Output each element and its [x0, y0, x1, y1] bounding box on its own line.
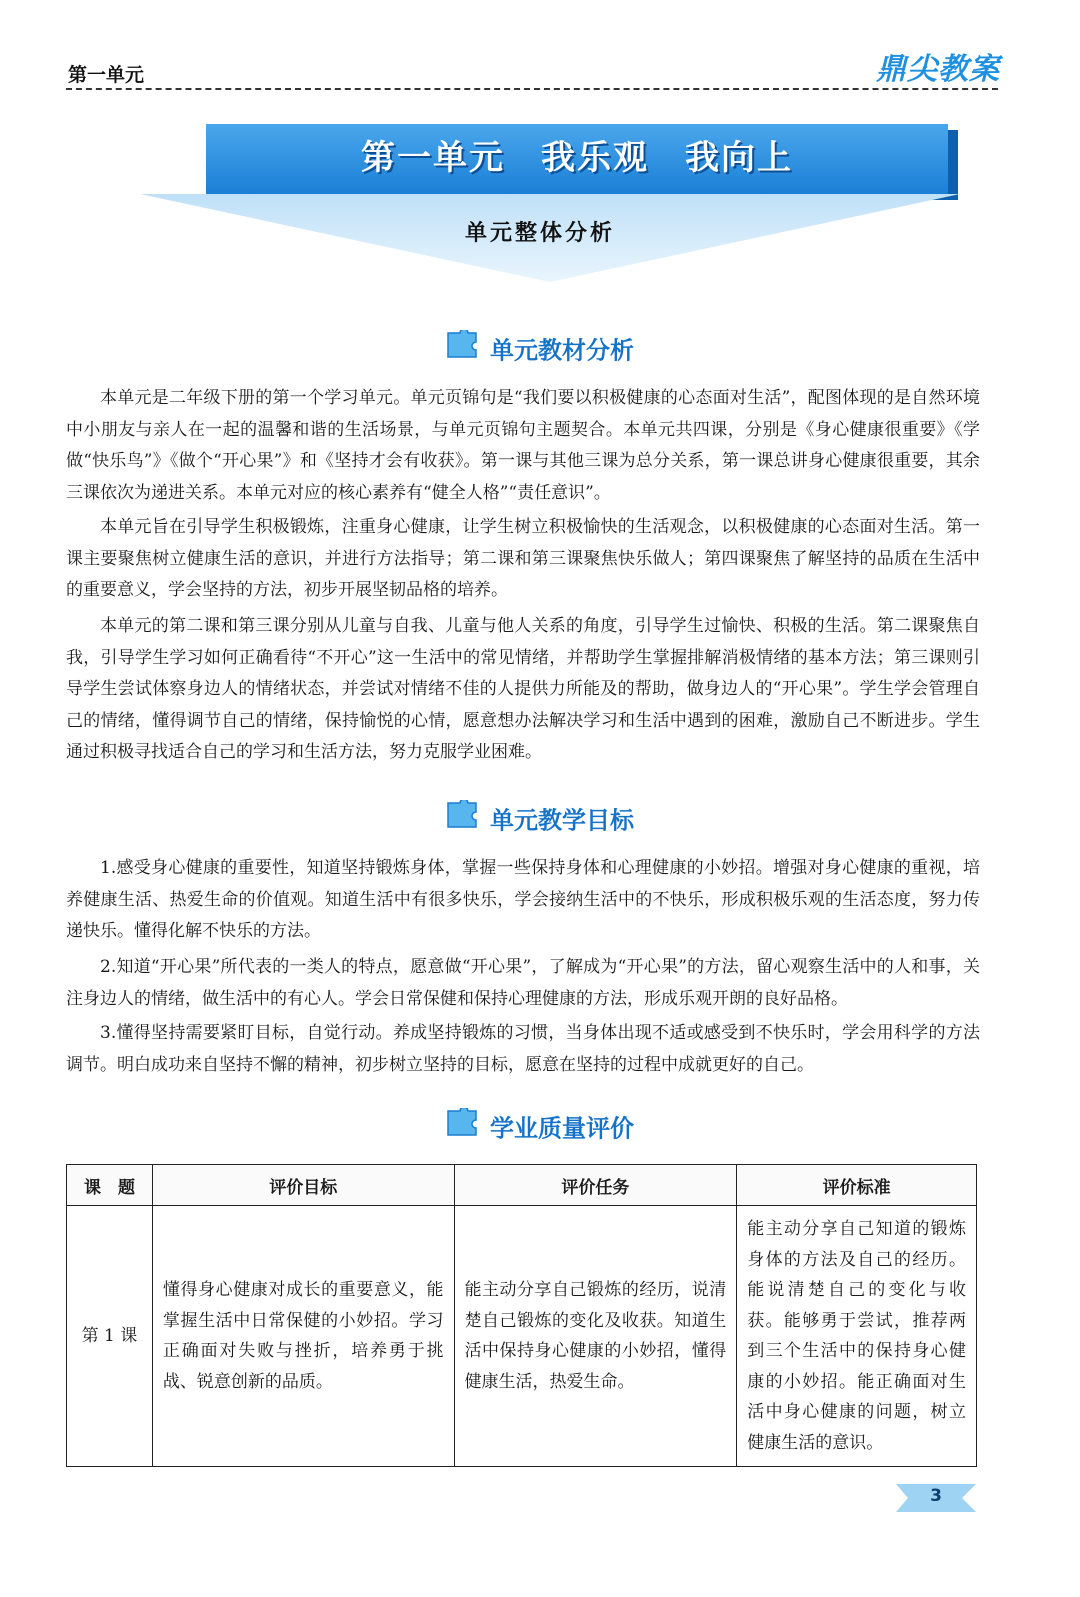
page-number: 3 [930, 1486, 942, 1506]
unit-header-label: 第一单元 [68, 64, 145, 86]
section-heading-evaluation [0, 1108, 1080, 1144]
goal-cell: 懂得身心健康对成长的重要意义，能掌握生活中日常保健的小妙招。学习正确面对失败与挫折，培养勇于挑战、锐意创新的品质。 [152, 1206, 454, 1467]
section-heading-goals [0, 800, 1080, 836]
table-row [67, 1206, 977, 1467]
column-header: 评价标准 [737, 1165, 977, 1206]
banner-subtitle: 单元整体分析 [464, 221, 615, 246]
evaluation-table [66, 1164, 977, 1467]
section-heading-materials [0, 330, 1080, 366]
column-header: 课 题 [67, 1165, 153, 1206]
standard-cell: 能主动分享自己知道的锻炼身体的方法及自己的经历。能说清楚自己的变化与收获。能够勇于尝试，推荐两到三个生活中的保持身心健康的小妙招。能正确面对生活中身心健康的问题，树立健康生活的意识。 [737, 1206, 977, 1467]
puzzle-icon [446, 1108, 480, 1144]
page-title: 第一单元 我乐观 我向上 [361, 138, 793, 178]
goal-paragraph: 3.懂得坚持需要紧盯目标，自觉行动。养成坚持锻炼的习惯，当身体出现不适或感受到不快乐时，学会用科学的方法调节。明白成功来自坚持不懈的精神，初步树立坚持的目标，愿意在坚持的过程中成就更好的自己。 [66, 1023, 980, 1075]
task-cell: 能主动分享自己锻炼的经历，说清楚自己锻炼的变化及收获。知道生活中保持身心健康的小妙招，懂得健康生活，热爱生命。 [454, 1206, 737, 1467]
header-divider [66, 88, 998, 90]
goal-paragraph: 2.知道“开心果”所代表的一类人的特点，愿意做“开心果”，了解成为“开心果”的方法，留心观察生活中的人和事，关注身边人的情绪，做生活中的有心人。学会日常保健和保持心理健康的方法，形成乐观开朗的良好品格。 [66, 957, 980, 1009]
column-header: 评价任务 [454, 1165, 737, 1206]
section-heading-text: 学业质量评价 [490, 1114, 634, 1143]
puzzle-icon [446, 330, 480, 366]
section-heading-text: 单元教学目标 [490, 806, 634, 835]
materials-paragraph: 本单元旨在引导学生积极锻炼，注重身心健康，让学生树立积极愉快的生活观念，以积极健康的心态面对生活。第一课主要聚焦树立健康生活的意识，并进行方法指导；第二课和第三课聚焦快乐做人；第四课聚焦了解坚持的品质在生活中的重要意义，学会坚持的方法，初步开展坚韧品格的培养。 [66, 517, 980, 600]
brand-logo: 鼎尖教案 [876, 52, 1000, 87]
materials-paragraph: 本单元是二年级下册的第一个学习单元。单元页锦句是“我们要以积极健康的心态面对生活”，配图体现的是自然环境中小朋友与亲人在一起的温馨和谐的生活场景，与单元页锦句主题契合。本单元共四课，分别是《身心健康很重要》《学做“快乐鸟”》《做个“开心果”》和《坚持才会有收获》。第一课与其他三课为总分关系，第一课总讲身心健康很重要，其余三课依次为递进关系。本单元对应的核心素养有“健全人格”“责任意识”。 [66, 388, 980, 503]
materials-paragraph: 本单元的第二课和第三课分别从儿童与自我、儿童与他人关系的角度，引导学生过愉快、积极的生活。第二课聚焦自我，引导学生学习如何正确看待“不开心”这一生活中的常见情绪，并帮助学生掌握排解消极情绪的基本方法；第三课则引导学生尝试体察身边人的情绪状态，并尝试对情绪不佳的人提供力所能及的帮助，做身边人的“开心果”。学生学会管理自己的情绪，懂得调节自己的情绪，保持愉悦的心情，愿意想办法解决学习和生活中遇到的困难，激励自己不断进步。学生通过积极寻找适合自己的学习和生活方法，努力克服学业困难。 [66, 616, 980, 762]
column-header: 评价目标 [152, 1165, 454, 1206]
goal-paragraph: 1.感受身心健康的重要性，知道坚持锻炼身体，掌握一些保持身体和心理健康的小妙招。增强对身心健康的重视，培养健康生活、热爱生命的价值观。知道生活中有很多快乐，学会接纳生活中的不快乐，形成积极乐观的生活态度，努力传递快乐。懂得化解不快乐的方法。 [66, 858, 980, 941]
lesson-cell: 第 1 课 [67, 1206, 153, 1467]
section-heading-text: 单元教材分析 [490, 336, 634, 365]
puzzle-icon [446, 800, 480, 836]
table-header-row [67, 1165, 977, 1206]
